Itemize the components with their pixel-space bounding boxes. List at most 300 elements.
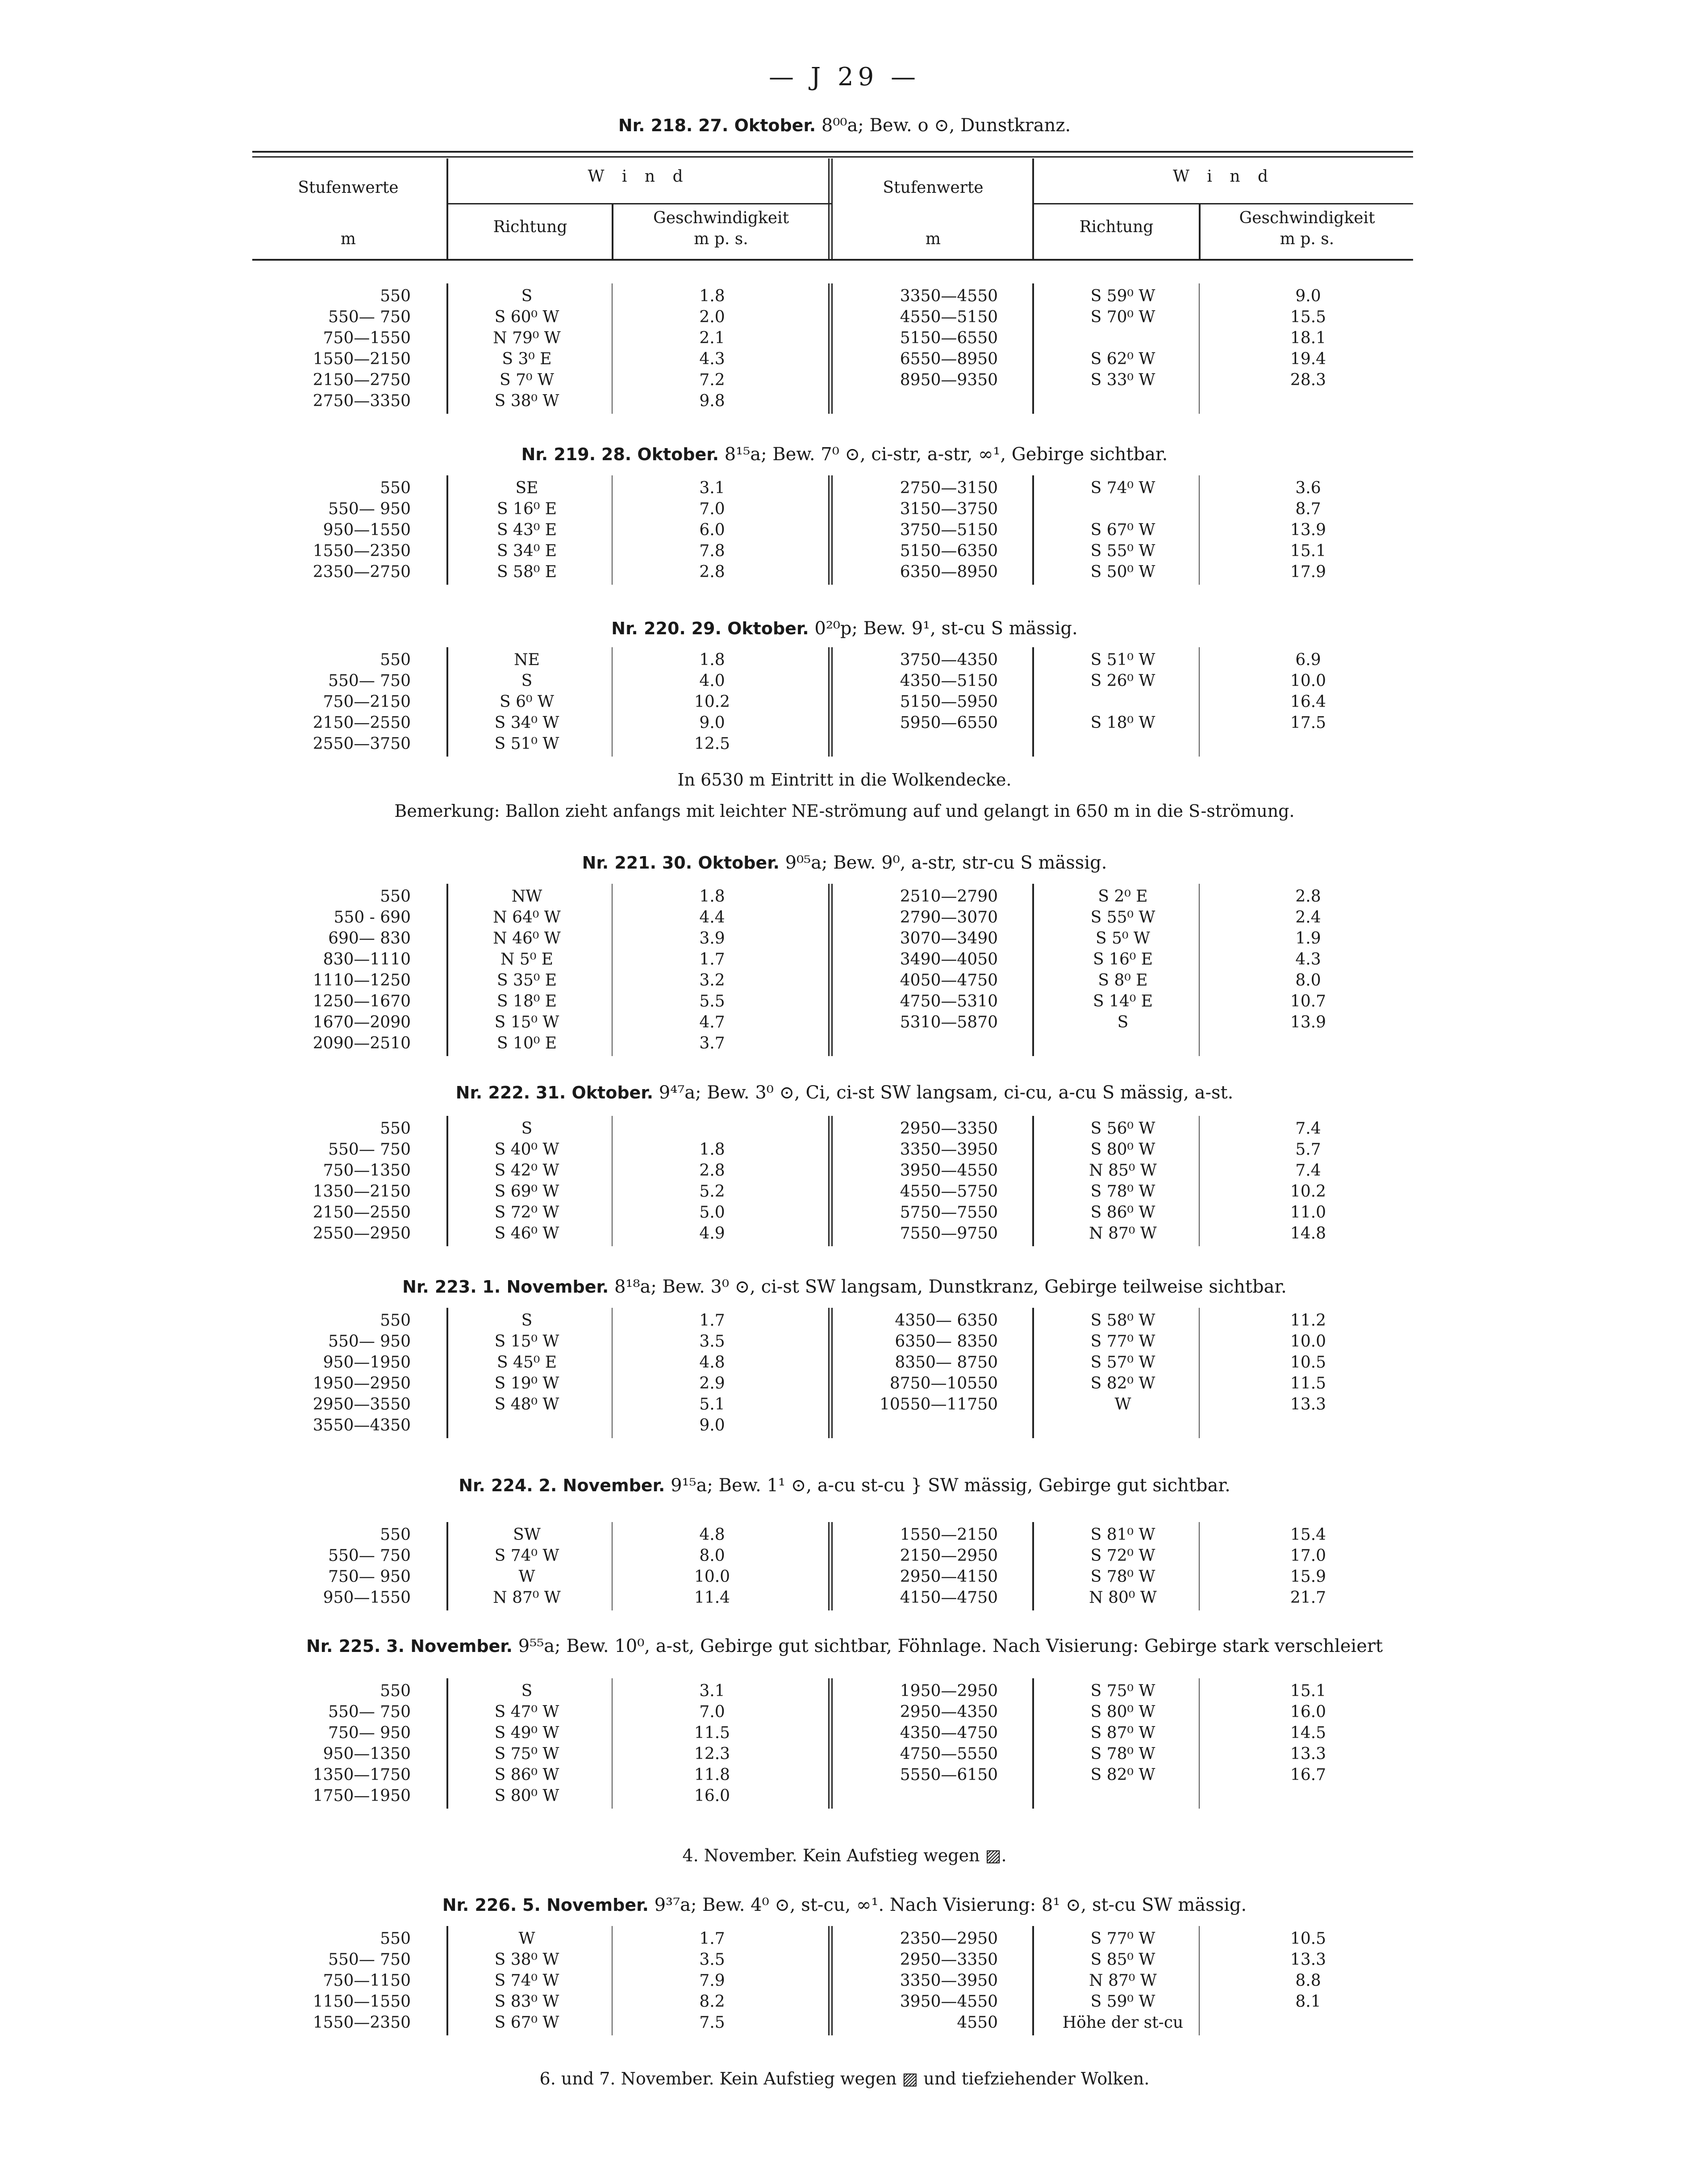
altitude-step-cell: 750—1150: [323, 1972, 411, 1990]
wind-direction-cell: S 49⁰ W: [494, 1724, 559, 1742]
table-column: [1214, 1681, 1402, 1785]
column-rule: [446, 1308, 448, 1438]
wind-direction-cell: S 85⁰ W: [1090, 1951, 1155, 1969]
column-rule: [446, 475, 448, 585]
header-vline-double: [828, 158, 833, 259]
column-rule: [446, 1522, 448, 1610]
table-column: [616, 886, 808, 1054]
wind-speed-cell: 3.9: [699, 929, 725, 948]
no-ascent-note: 4. November. Kein Aufstieg wegen ▨.: [682, 1846, 1007, 1865]
wind-speed-cell: 16.7: [1290, 1766, 1326, 1784]
wind-direction-cell: S 87⁰ W: [1090, 1724, 1155, 1742]
wind-direction-cell: S 14⁰ E: [1093, 992, 1153, 1011]
table-column: [616, 1118, 808, 1244]
wind-direction-cell: S 67⁰ W: [494, 2013, 559, 2032]
table-column: [839, 886, 998, 1033]
altitude-step-cell: 5550—6150: [900, 1766, 998, 1784]
block-title: [0, 1277, 1689, 1297]
wind-direction-cell: S 55⁰ W: [1090, 542, 1155, 560]
wind-direction-cell: [1040, 499, 1205, 520]
altitude-step-cell: 550 - 690: [334, 908, 411, 927]
wind-speed-cell: 13.3: [1290, 1745, 1326, 1763]
wind-speed-cell: 18.1: [1290, 329, 1326, 347]
wind-direction-cell: S 56⁰ W: [1090, 1119, 1155, 1138]
no-ascent-note: 6. und 7. November. Kein Aufstieg wegen ▨ und tiefziehender Wolken.: [539, 2069, 1150, 2088]
wind-direction-cell: S 51⁰ W: [494, 735, 559, 753]
wind-direction-cell: NW: [511, 887, 542, 906]
wind-speed-cell: 8.1: [1295, 1993, 1321, 2011]
altitude-step-cell: 550— 750: [328, 1703, 411, 1721]
altitude-step-cell: 4750—5310: [900, 992, 998, 1011]
table-column: [252, 1118, 411, 1244]
altitude-step-cell: 8750—10550: [889, 1374, 998, 1393]
table-column: [458, 1118, 596, 1244]
wind-speed-cell: 9.0: [699, 1416, 725, 1435]
wind-speed-cell: 10.0: [694, 1568, 730, 1586]
altitude-step-cell: 2090—2510: [313, 1034, 411, 1052]
altitude-step-cell: 750—1350: [323, 1161, 411, 1180]
wind-speed-cell: 4.3: [699, 350, 725, 368]
wind-speed-cell: 14.5: [1290, 1724, 1326, 1742]
table-column: [839, 1310, 998, 1415]
column-rule: [828, 1308, 833, 1438]
altitude-step-cell: 3750—5150: [900, 521, 998, 539]
block-title: [0, 853, 1689, 873]
wind-speed-cell: 10.7: [1290, 992, 1326, 1011]
table-column: [252, 1928, 411, 2033]
wind-direction-cell: S 78⁰ W: [1090, 1568, 1155, 1586]
wind-speed-cell: 5.5: [699, 992, 725, 1011]
wind-direction-cell: S 16⁰ E: [496, 500, 557, 518]
altitude-step-cell: 1950—2950: [313, 1374, 411, 1393]
wind-speed-cell: 5.7: [1295, 1140, 1321, 1159]
wind-speed-cell: 10.0: [1290, 672, 1326, 690]
table-column: [252, 886, 411, 1054]
column-rule: [446, 283, 448, 414]
altitude-step-cell: 3550—4350: [313, 1416, 411, 1435]
altitude-step-cell: 550: [380, 479, 411, 497]
page-number: — J 29 —: [768, 62, 921, 92]
altitude-step-cell: 3070—3490: [900, 929, 998, 948]
wind-speed-cell: 16.0: [1290, 1703, 1326, 1721]
wind-direction-cell: S 70⁰ W: [1090, 308, 1155, 326]
wind-speed-cell: 9.0: [1295, 287, 1321, 305]
table-column: [252, 1681, 411, 1806]
header-unit-m-left: m: [340, 230, 356, 248]
wind-direction-cell: W: [1114, 1395, 1131, 1414]
table-column: [1040, 1310, 1205, 1415]
altitude-step-cell: 2750—3150: [900, 479, 998, 497]
header-vline-3: [1032, 158, 1034, 259]
wind-direction-cell: N 85⁰ W: [1089, 1161, 1157, 1180]
wind-direction-cell: S 51⁰ W: [1090, 651, 1155, 669]
wind-direction-cell: S 72⁰ W: [494, 1203, 559, 1222]
wind-speed-cell: 4.0: [699, 672, 725, 690]
header-richtung-left: Richtung: [493, 218, 567, 236]
wind-speed-cell: 3.6: [1295, 479, 1321, 497]
wind-speed-cell: 4.9: [699, 1224, 725, 1243]
wind-speed-cell: 3.7: [699, 1034, 725, 1052]
altitude-step-cell: 1670—2090: [313, 1013, 411, 1032]
table-column: [839, 1524, 998, 1608]
wind-speed-cell: 5.0: [699, 1203, 725, 1222]
wind-speed-cell: 3.1: [699, 479, 725, 497]
wind-speed-cell: 10.5: [1290, 1930, 1326, 1948]
altitude-step-cell: 2950—3550: [313, 1395, 411, 1414]
wind-direction-cell: [458, 1415, 596, 1436]
wind-speed-cell: 4.4: [699, 908, 725, 927]
altitude-step-cell: 750—2150: [323, 693, 411, 711]
table-column: [839, 286, 998, 391]
altitude-step-cell: 8950—9350: [900, 371, 998, 389]
altitude-step-cell: 2350—2950: [900, 1930, 998, 1948]
altitude-step-cell: 550: [380, 1311, 411, 1330]
wind-direction-cell: S 10⁰ E: [496, 1034, 557, 1052]
altitude-step-cell: 5150—5950: [900, 693, 998, 711]
header-vline-2: [612, 204, 613, 259]
table-column: [1040, 478, 1205, 582]
wind-speed-cell: 1.8: [699, 887, 725, 906]
table-column: [616, 1928, 808, 2033]
table-column: [1040, 1118, 1205, 1244]
table-column: [252, 1524, 411, 1608]
altitude-step-cell: 550— 950: [328, 500, 411, 518]
wind-direction-cell: S 26⁰ W: [1090, 672, 1155, 690]
wind-speed-cell: 8.7: [1295, 500, 1321, 518]
wind-direction-cell: S 77⁰ W: [1090, 1332, 1155, 1351]
block-number: Nr. 225.: [306, 1636, 381, 1656]
altitude-step-cell: 1550—2150: [313, 350, 411, 368]
wind-speed-cell: 4.8: [699, 1526, 725, 1544]
wind-speed-cell: 6.0: [699, 521, 725, 539]
altitude-step-cell: 2350—2750: [313, 563, 411, 581]
wind-speed-cell: 11.5: [1290, 1374, 1326, 1393]
wind-speed-cell: [616, 1118, 808, 1139]
table-column: [616, 1524, 808, 1608]
table-column: [839, 649, 998, 733]
table-column: [252, 649, 411, 754]
wind-speed-cell: 7.0: [699, 500, 725, 518]
altitude-step-cell: 3750—4350: [900, 651, 998, 669]
wind-speed-cell: 13.3: [1290, 1951, 1326, 1969]
wind-direction-cell: S 55⁰ W: [1090, 908, 1155, 927]
wind-direction-cell: S 5⁰ W: [1096, 929, 1150, 948]
wind-direction-cell: S 35⁰ E: [496, 971, 557, 990]
altitude-step-cell: 2150—2750: [313, 371, 411, 389]
table-column: [458, 286, 596, 412]
wind-direction-cell: N 5⁰ E: [500, 950, 553, 969]
wind-direction-cell: S 82⁰ W: [1090, 1374, 1155, 1393]
altitude-step-cell: 3350—3950: [900, 1972, 998, 1990]
wind-direction-cell: SE: [515, 479, 538, 497]
altitude-step-cell: 5150—6550: [900, 329, 998, 347]
altitude-step-cell: 6550—8950: [900, 350, 998, 368]
altitude-step-cell: 2150—2550: [313, 714, 411, 732]
wind-speed-cell: 8.0: [1295, 971, 1321, 990]
wind-direction-cell: S 59⁰ W: [1090, 287, 1155, 305]
altitude-step-cell: 690— 830: [328, 929, 411, 948]
wind-direction-cell: S 42⁰ W: [494, 1161, 559, 1180]
wind-direction-cell: S 58⁰ W: [1090, 1311, 1155, 1330]
column-rule: [1032, 1308, 1034, 1438]
wind-direction-cell: S 72⁰ W: [1090, 1547, 1155, 1565]
table-column: [458, 1928, 596, 2033]
block-date: 5. November.: [522, 1895, 649, 1915]
header-mid-rule-left: [448, 203, 832, 204]
wind-speed-cell: 8.0: [699, 1547, 725, 1565]
altitude-step-cell: 550: [380, 1682, 411, 1700]
column-rule: [828, 1678, 833, 1809]
wind-direction-cell: [1040, 328, 1205, 349]
wind-speed-cell: 13.9: [1290, 1013, 1326, 1032]
wind-speed-cell: 1.9: [1295, 929, 1321, 948]
table-column: [1214, 886, 1402, 1033]
altitude-step-cell: 4550—5150: [900, 308, 998, 326]
wind-speed-cell: 11.5: [694, 1724, 730, 1742]
altitude-step-cell: 2790—3070: [900, 908, 998, 927]
column-rule: [446, 1678, 448, 1809]
table-column: [1214, 1310, 1402, 1415]
block-number: Nr. 226.: [442, 1895, 517, 1915]
wind-direction-cell: N 87⁰ W: [1089, 1972, 1157, 1990]
altitude-step-cell: 4050—4750: [900, 971, 998, 990]
wind-speed-cell: 4.7: [699, 1013, 725, 1032]
block-observation: 9¹⁵a; Bew. 1¹ ⊙, a-cu st-cu } SW mässig, Gebirge gut sichtbar.: [671, 1475, 1230, 1496]
wind-speed-cell: 10.5: [1290, 1353, 1326, 1372]
table-column: [1040, 1681, 1205, 1785]
wind-speed-cell: 1.7: [699, 950, 725, 969]
wind-speed-cell: 3.1: [699, 1682, 725, 1700]
wind-speed-cell: 15.4: [1290, 1526, 1326, 1544]
wind-direction-cell: S 15⁰ W: [494, 1013, 559, 1032]
altitude-step-cell: 5950—6550: [900, 714, 998, 732]
header-unit-m-right: m: [925, 230, 941, 248]
wind-direction-cell: S 34⁰ E: [496, 542, 557, 560]
altitude-step-cell: 550— 750: [328, 1547, 411, 1565]
block-date: 28. Oktober.: [601, 445, 719, 464]
table-column: [252, 1310, 411, 1436]
block-observation: 8¹⁸a; Bew. 3⁰ ⊙, ci-st SW langsam, Dunstkranz, Gebirge teilweise sichtbar.: [614, 1277, 1287, 1297]
wind-direction-cell: W: [518, 1930, 535, 1948]
altitude-step-cell: 1950—2950: [900, 1682, 998, 1700]
wind-speed-cell: 5.1: [699, 1395, 725, 1414]
column-rule-thin: [612, 1678, 613, 1809]
altitude-step-cell: 4350—5150: [900, 672, 998, 690]
block-number: Nr. 223.: [402, 1277, 477, 1297]
wind-direction-cell: S 33⁰ W: [1090, 371, 1155, 389]
block-note: In 6530 m Eintritt in die Wolkendecke.: [677, 770, 1012, 790]
wind-speed-cell: 7.9: [699, 1972, 725, 1990]
wind-speed-cell: 7.4: [1295, 1119, 1321, 1138]
wind-direction-cell: S 38⁰ W: [494, 392, 559, 410]
altitude-step-cell: 5750—7550: [900, 1203, 998, 1222]
wind-speed-cell: 15.9: [1290, 1568, 1326, 1586]
wind-direction-cell: S 16⁰ E: [1093, 950, 1153, 969]
wind-direction-cell: S 58⁰ E: [496, 563, 557, 581]
block-218-title: Nr. 218. 27. Oktober. 8⁰⁰a; Bew. o ⊙, Dunstkranz.: [618, 115, 1071, 136]
column-rule: [1032, 1926, 1034, 2035]
wind-direction-cell: N 79⁰ W: [493, 329, 561, 347]
altitude-step-cell: 2150—2950: [900, 1547, 998, 1565]
block-observation: 9³⁷a; Bew. 4⁰ ⊙, st-cu, ∞¹. Nach Visierung: 8¹ ⊙, st-cu SW mässig.: [654, 1895, 1247, 1915]
wind-speed-cell: 2.1: [699, 329, 725, 347]
wind-speed-cell: 12.5: [694, 735, 730, 753]
wind-speed-cell: 11.4: [694, 1589, 730, 1607]
table-column: [1214, 286, 1402, 391]
wind-direction-cell: N 80⁰ W: [1089, 1589, 1157, 1607]
wind-direction-cell: SW: [513, 1526, 541, 1544]
block-number: Nr. 224.: [459, 1476, 533, 1495]
wind-direction-cell: N 87⁰ W: [493, 1589, 561, 1607]
table-column: [839, 1928, 998, 2033]
wind-speed-cell: 17.5: [1290, 714, 1326, 732]
altitude-step-cell: 4350— 6350: [895, 1311, 998, 1330]
wind-direction-cell: S 67⁰ W: [1090, 521, 1155, 539]
wind-direction-cell: NE: [514, 651, 540, 669]
column-rule: [828, 283, 833, 414]
block-number: Nr. 219.: [521, 445, 596, 464]
wind-direction-cell: S 48⁰ W: [494, 1395, 559, 1414]
block-date: 2. November.: [538, 1476, 665, 1495]
table-column: [616, 649, 808, 754]
wind-direction-cell: S: [521, 672, 533, 690]
column-rule: [1032, 283, 1034, 414]
column-rule: [828, 647, 833, 757]
wind-speed-cell: 7.0: [699, 1703, 725, 1721]
altitude-step-cell: 1550—2350: [313, 542, 411, 560]
header-richtung-right: Richtung: [1079, 218, 1154, 236]
wind-direction-cell: S 81⁰ W: [1090, 1526, 1155, 1544]
block-observation: 8¹⁵a; Bew. 7⁰ ⊙, ci-str, a-str, ∞¹, Gebirge sichtbar.: [724, 444, 1168, 465]
column-rule: [446, 647, 448, 757]
wind-speed-cell: 4.3: [1295, 950, 1321, 969]
wind-direction-cell: S 34⁰ W: [494, 714, 559, 732]
altitude-step-cell: 550— 750: [328, 672, 411, 690]
table-column: [839, 478, 998, 582]
wind-speed-cell: 2.8: [1295, 887, 1321, 906]
wind-speed-cell: 10.2: [694, 693, 730, 711]
wind-direction-cell: S 80⁰ W: [494, 1787, 559, 1805]
wind-direction-cell: Höhe der st-cu: [1062, 2013, 1184, 2032]
altitude-step-cell: 6350— 8350: [895, 1332, 998, 1351]
wind-speed-cell: 3.5: [699, 1332, 725, 1351]
wind-speed-cell: 10.2: [1290, 1182, 1326, 1201]
table-column: [458, 886, 596, 1054]
wind-speed-cell: 15.1: [1290, 1682, 1326, 1700]
header-mid-rule-right: [1034, 203, 1413, 204]
table-column: [1214, 1118, 1402, 1244]
wind-direction-cell: S 43⁰ E: [496, 521, 557, 539]
altitude-step-cell: 950—1350: [323, 1745, 411, 1763]
altitude-step-cell: 2950—3350: [900, 1951, 998, 1969]
wind-direction-cell: W: [518, 1568, 535, 1586]
wind-direction-cell: S 74⁰ W: [494, 1972, 559, 1990]
wind-direction-cell: N 64⁰ W: [493, 908, 561, 927]
column-rule: [446, 884, 448, 1056]
block-title: [0, 444, 1689, 465]
column-rule: [828, 475, 833, 585]
wind-speed-cell: 9.0: [699, 714, 725, 732]
column-rule: [1032, 1116, 1034, 1246]
altitude-step-cell: 1150—1550: [313, 1993, 411, 2011]
block-title: [0, 1475, 1689, 1496]
altitude-step-cell: 950—1550: [323, 1589, 411, 1607]
altitude-step-cell: 2150—2550: [313, 1203, 411, 1222]
header-vline-4: [1199, 204, 1201, 259]
altitude-step-cell: 750— 950: [328, 1568, 411, 1586]
wind-speed-cell: 28.3: [1290, 371, 1326, 389]
header-vline-1: [446, 158, 448, 259]
column-rule-thin: [612, 283, 613, 414]
wind-speed-cell: 1.8: [699, 651, 725, 669]
header-stufenwerte-left: Stufenwerte: [298, 179, 399, 197]
wind-speed-cell: 1.8: [699, 1140, 725, 1159]
wind-direction-cell: S 18⁰ E: [496, 992, 557, 1011]
wind-direction-cell: S 83⁰ W: [494, 1993, 559, 2011]
altitude-step-cell: 1750—1950: [313, 1787, 411, 1805]
column-rule-thin: [612, 475, 613, 585]
block-number: Nr. 221.: [582, 853, 657, 873]
header-geschwindigkeit-left: Geschwindigkeit: [653, 209, 789, 227]
column-rule: [828, 1926, 833, 2035]
altitude-step-cell: 5310—5870: [900, 1013, 998, 1032]
wind-direction-cell: S: [1117, 1013, 1129, 1032]
altitude-step-cell: 2950—4150: [900, 1568, 998, 1586]
wind-speed-cell: 4.8: [699, 1353, 725, 1372]
table-column: [616, 1310, 808, 1436]
altitude-step-cell: 2950—4350: [900, 1703, 998, 1721]
wind-speed-cell: 1.7: [699, 1311, 725, 1330]
altitude-step-cell: 550: [380, 651, 411, 669]
wind-speed-cell: 7.8: [699, 542, 725, 560]
altitude-step-cell: 550— 750: [328, 1951, 411, 1969]
table-column: [458, 478, 596, 582]
wind-direction-cell: S 74⁰ W: [1090, 479, 1155, 497]
altitude-step-cell: 2550—2950: [313, 1224, 411, 1243]
wind-speed-cell: 7.4: [1295, 1161, 1321, 1180]
altitude-step-cell: 3490—4050: [900, 950, 998, 969]
table-column: [1214, 649, 1402, 733]
altitude-step-cell: 4150—4750: [900, 1589, 998, 1607]
wind-direction-cell: S 86⁰ W: [1090, 1203, 1155, 1222]
header-unit-mps-right: m p. s.: [1280, 230, 1335, 248]
altitude-step-cell: 830—1110: [323, 950, 411, 969]
wind-speed-cell: [1214, 2012, 1402, 2033]
wind-speed-cell: 2.4: [1295, 908, 1321, 927]
column-rule: [1032, 884, 1034, 1056]
column-rule-thin: [612, 647, 613, 757]
wind-direction-cell: S 86⁰ W: [494, 1766, 559, 1784]
wind-speed-cell: 16.4: [1290, 693, 1326, 711]
block-title: [0, 1082, 1689, 1103]
wind-direction-cell: S 38⁰ W: [494, 1951, 559, 1969]
wind-direction-cell: S 19⁰ W: [494, 1374, 559, 1393]
block-date: 3. November.: [386, 1636, 513, 1656]
altitude-step-cell: 1250—1670: [313, 992, 411, 1011]
wind-direction-cell: S 60⁰ W: [494, 308, 559, 326]
table-column: [458, 649, 596, 754]
wind-direction-cell: S 59⁰ W: [1090, 1993, 1155, 2011]
wind-speed-cell: 17.9: [1290, 563, 1326, 581]
wind-direction-cell: S 82⁰ W: [1090, 1766, 1155, 1784]
table-column: [252, 478, 411, 582]
altitude-step-cell: 3150—3750: [900, 500, 998, 518]
wind-speed-cell: 10.0: [1290, 1332, 1326, 1351]
wind-direction-cell: S: [521, 1119, 533, 1138]
header-wind-right: W i n d: [1172, 167, 1275, 186]
wind-speed-cell: 13.9: [1290, 521, 1326, 539]
block-title: [0, 618, 1689, 639]
